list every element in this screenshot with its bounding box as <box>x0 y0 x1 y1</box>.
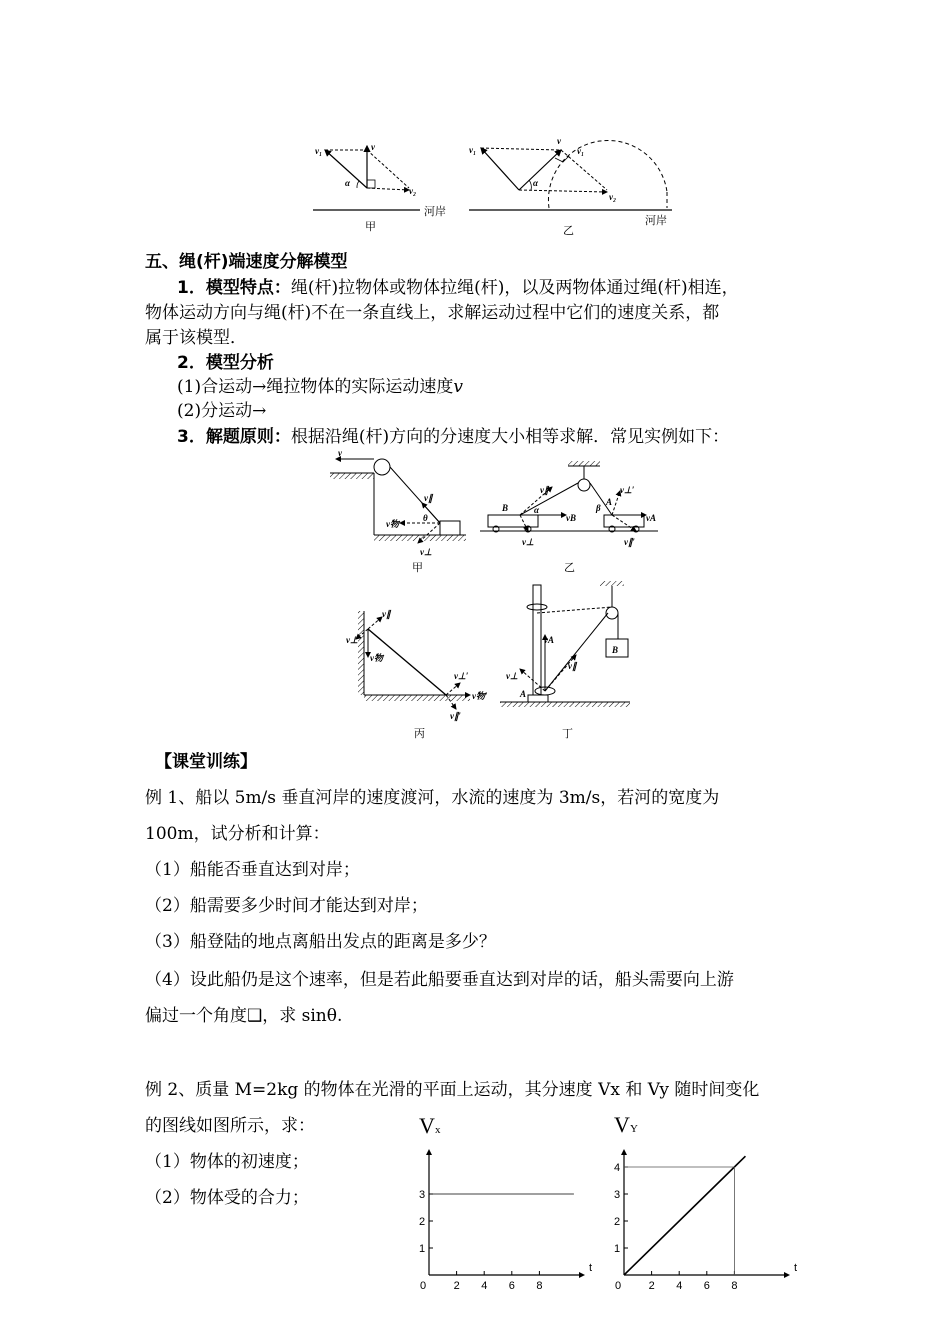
section5-p1-line1 <box>177 276 739 300</box>
vx-chart <box>405 1103 605 1293</box>
x-tick-label: 0 <box>615 1280 622 1292</box>
ex2-q1: （1）物体的初速度； <box>145 1152 309 1172</box>
rope-diagram-jia <box>330 448 466 574</box>
p1-text: 绳(杆)拉物体或物体拉绳(杆)，以及两物体通过绳(杆)相连， <box>290 278 739 298</box>
y-tick-label: 2 <box>419 1216 426 1228</box>
y-axis-arrow <box>621 1149 627 1155</box>
yi-v-par-prime: v∥′ <box>624 537 636 547</box>
ding-v-perp: v⊥ <box>506 671 518 681</box>
x-axis-arrow <box>579 1272 585 1278</box>
y-tick-label: 4 <box>614 1162 621 1174</box>
p1-label: 1．模型特点： <box>177 278 291 298</box>
y-tick-label: 3 <box>419 1189 426 1201</box>
x-tick-label: 8 <box>731 1280 738 1292</box>
y-tick-label: 3 <box>614 1189 621 1201</box>
ex1-q2: （2）船需要多少时间才能达到对岸； <box>145 896 428 916</box>
y-tick-label: 2 <box>614 1216 621 1228</box>
ex2-line2: 的图线如图所示，求： <box>145 1116 315 1136</box>
jia-v-obj: v物 <box>386 519 399 529</box>
yi-beta: β <box>596 503 601 513</box>
x-tick-label: 8 <box>536 1280 543 1292</box>
jia-theta: θ <box>423 513 428 523</box>
ex1-q4-line2: 偏过一个角度❑，求 sinθ. <box>145 1006 343 1026</box>
label-v1-right: v₁ <box>577 146 585 156</box>
section5-p1-line2: 物体运动方向与绳(杆)不在一条直线上，求解运动过程中它们的速度关系，都 <box>145 303 720 323</box>
ex1-q1: （1）船能否垂直达到对岸； <box>145 860 360 880</box>
caption-rope-yi: 乙 <box>564 562 575 574</box>
jia-v: v <box>338 448 342 458</box>
label-v: v <box>371 142 375 152</box>
ex1-q3: （3）船登陆的地点离船出发点的距离是多少？ <box>145 932 496 952</box>
yi-v-perp-prime: v⊥′ <box>620 485 635 495</box>
ex2-q2: （2）物体受的合力； <box>145 1188 309 1208</box>
section5-p2-item1 <box>177 375 463 399</box>
x-tick-label: 6 <box>508 1280 515 1292</box>
chart-title-sub: x <box>435 1124 441 1136</box>
y-tick-label: 1 <box>419 1243 426 1255</box>
jia-v-par: v∥ <box>424 493 433 503</box>
x-axis-label: t <box>589 1262 593 1274</box>
ex1-line2: 100m，试分析和计算： <box>145 824 330 844</box>
label-bank-yi: 河岸 <box>645 215 667 227</box>
p3-text: 根据沿绳(杆)方向的分速度大小相等求解．常见实例如下： <box>290 427 730 447</box>
rope-diagram-bing <box>346 609 488 740</box>
label-v2: v₂ <box>409 186 417 196</box>
yi-v-par: v∥ <box>540 485 549 495</box>
series-line <box>624 1156 745 1275</box>
section5-p2-label: 2．模型分析 <box>177 353 274 373</box>
x-tick-label: 4 <box>676 1280 683 1292</box>
chart-title-v: V <box>419 1113 435 1138</box>
label-v-yi: v <box>557 136 561 146</box>
section5-heading: 五、绳(杆)端速度分解模型 <box>145 252 348 272</box>
y-axis-arrow <box>426 1149 432 1155</box>
label-bank: 河岸 <box>424 206 446 218</box>
caption-yi: 乙 <box>563 225 574 237</box>
label-alpha: α <box>345 178 350 188</box>
yi-B: B <box>502 503 509 513</box>
jia-v-perp: v⊥ <box>420 547 432 557</box>
rope-diagram-ding <box>500 581 630 740</box>
x-tick-label: 0 <box>420 1280 427 1292</box>
ex1-line1: 例 1、船以 5m/s 垂直河岸的速度渡河，水流的速度为 3m/s，若河的宽度为 <box>145 788 720 808</box>
ex1-q4-line1: （4）设此船仍是这个速率，但是若此船要垂直达到对岸的话，船头需要向上游 <box>145 970 734 990</box>
section5-p3 <box>177 425 729 449</box>
label-alpha-yi: α <box>533 178 538 188</box>
yi-alpha: α <box>534 505 539 515</box>
bing-v-obj: v物 <box>370 653 383 663</box>
bing-v-perp-prime: v⊥′ <box>454 671 469 681</box>
ding-B: B <box>612 645 619 655</box>
yi-vB: vB <box>566 513 576 523</box>
p2-item1-var: v <box>453 377 463 397</box>
bing-v-obj-prime: v物′ <box>472 691 488 701</box>
p3-label: 3．解题原则： <box>177 427 291 447</box>
x-axis-label: t <box>794 1262 798 1274</box>
rope-diagram-yi <box>480 461 658 574</box>
rope-velocity-figure <box>320 447 660 747</box>
bing-v-perp: v⊥ <box>346 635 358 645</box>
chart-title-v: V <box>614 1112 630 1137</box>
caption-rope-jia: 甲 <box>412 562 423 574</box>
vy-chart <box>600 1108 800 1293</box>
caption-rope-bing: 丙 <box>414 728 425 740</box>
river-crossing-figure <box>305 120 685 238</box>
caption-rope-ding: 丁 <box>562 728 573 740</box>
yi-v-perp: v⊥ <box>522 537 534 547</box>
bing-v-par-prime: v∥′ <box>450 711 462 721</box>
y-tick-label: 1 <box>614 1243 621 1255</box>
x-tick-label: 2 <box>648 1280 655 1292</box>
river-diagram-jia <box>313 142 446 233</box>
label-v2-yi: v₂ <box>609 192 617 202</box>
x-axis-arrow <box>784 1272 790 1278</box>
ding-vA: vA <box>544 635 554 645</box>
ding-v-par: v∥ <box>568 661 577 671</box>
caption-jia: 甲 <box>365 221 376 233</box>
ex2-line1: 例 2、质量 M=2kg 的物体在光滑的平面上运动，其分速度 Vx 和 Vy 随时间变化 <box>145 1080 760 1100</box>
yi-A: A <box>606 497 613 507</box>
river-diagram-yi <box>469 136 672 237</box>
x-tick-label: 6 <box>703 1280 710 1292</box>
section5-p1-line3: 属于该模型． <box>145 328 247 348</box>
chart-title-sub: Y <box>630 1123 638 1135</box>
ding-A: A <box>520 689 527 699</box>
yi-vA: vA <box>646 513 656 523</box>
x-tick-label: 4 <box>481 1280 488 1292</box>
practice-heading: 【课堂训练】 <box>155 752 257 772</box>
section5-p2-item2: (2)分运动→ <box>177 401 267 421</box>
bing-v-par: v∥ <box>382 609 391 619</box>
label-v1-yi: v₁ <box>469 145 477 155</box>
label-v1: v₁ <box>315 146 323 156</box>
x-tick-label: 2 <box>453 1280 460 1292</box>
p2-item1-text: (1)合运动→绳拉物体的实际运动速度 <box>177 377 454 397</box>
